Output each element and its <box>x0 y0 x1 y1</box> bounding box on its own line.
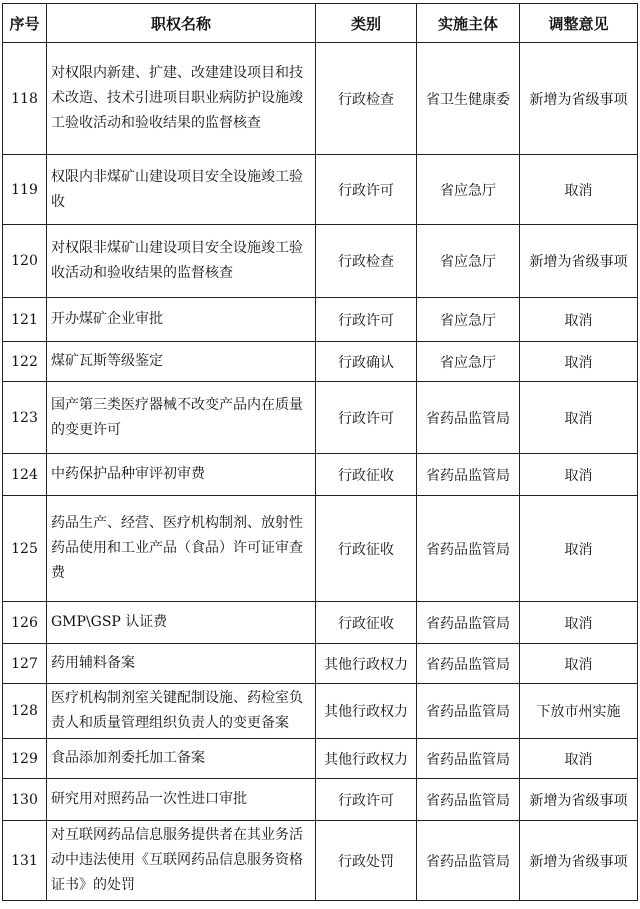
category-cell: 其他行政权力 <box>316 644 417 684</box>
table-row <box>3 496 638 602</box>
category-cell: 行政检查 <box>316 43 417 155</box>
authority-name: 药品生产、经营、医疗机构制剂、放射性药品使用和工业产品（食品）许可证审查费 <box>47 496 316 602</box>
category-cell: 行政许可 <box>316 298 417 342</box>
row-number: 131 <box>3 821 47 901</box>
category-cell: 其他行政权力 <box>316 684 417 739</box>
row-number: 129 <box>3 739 47 779</box>
opinion-cell: 下放市州实施 <box>520 684 638 739</box>
agency-cell: 省药品监管局 <box>417 684 520 739</box>
agency-cell: 省药品监管局 <box>417 739 520 779</box>
row-number: 119 <box>3 155 47 225</box>
opinion-cell: 取消 <box>520 496 638 602</box>
authority-name: 国产第三类医疗器械不改变产品内在质量的变更许可 <box>47 382 316 454</box>
agency-cell: 省药品监管局 <box>417 644 520 684</box>
table-row <box>3 225 638 298</box>
row-number: 127 <box>3 644 47 684</box>
header-row <box>3 4 638 43</box>
authority-name: 对互联网药品信息服务提供者在其业务活动中违法使用《互联网药品信息服务资格证书》的处罚 <box>47 821 316 901</box>
header-opinion: 调整意见 <box>520 4 638 43</box>
category-cell: 行政征收 <box>316 454 417 496</box>
opinion-cell: 新增为省级事项 <box>520 779 638 821</box>
category-cell: 行政确认 <box>316 342 417 382</box>
agency-cell: 省药品监管局 <box>417 779 520 821</box>
opinion-cell: 取消 <box>520 298 638 342</box>
row-number: 120 <box>3 225 47 298</box>
opinion-cell: 新增为省级事项 <box>520 43 638 155</box>
authority-name: 权限内非煤矿山建设项目安全设施竣工验收 <box>47 155 316 225</box>
authority-name: 研究用对照药品一次性进口审批 <box>47 779 316 821</box>
opinion-cell: 取消 <box>520 739 638 779</box>
row-number: 126 <box>3 602 47 644</box>
agency-cell: 省应急厅 <box>417 342 520 382</box>
header-name: 职权名称 <box>47 4 316 43</box>
agency-cell: 省应急厅 <box>417 298 520 342</box>
agency-cell: 省药品监管局 <box>417 382 520 454</box>
authority-name: 医疗机构制剂室关键配制设施、药检室负责人和质量管理组织负责人的变更备案 <box>47 684 316 739</box>
table-row <box>3 739 638 779</box>
header-seq: 序号 <box>3 4 47 43</box>
opinion-cell: 取消 <box>520 644 638 684</box>
authority-name: 煤矿瓦斯等级鉴定 <box>47 342 316 382</box>
row-number: 121 <box>3 298 47 342</box>
category-cell: 行政检查 <box>316 225 417 298</box>
opinion-cell: 取消 <box>520 602 638 644</box>
agency-cell: 省药品监管局 <box>417 821 520 901</box>
header-agency: 实施主体 <box>417 4 520 43</box>
agency-cell: 省应急厅 <box>417 225 520 298</box>
category-cell: 行政许可 <box>316 155 417 225</box>
authority-name: 中药保护品种审评初审费 <box>47 454 316 496</box>
table-row <box>3 342 638 382</box>
opinion-cell: 新增为省级事项 <box>520 821 638 901</box>
category-cell: 行政许可 <box>316 779 417 821</box>
agency-cell: 省药品监管局 <box>417 602 520 644</box>
header-category: 类别 <box>316 4 417 43</box>
authority-name: 食品添加剂委托加工备案 <box>47 739 316 779</box>
agency-cell: 省药品监管局 <box>417 496 520 602</box>
table-row <box>3 155 638 225</box>
category-cell: 其他行政权力 <box>316 739 417 779</box>
row-number: 123 <box>3 382 47 454</box>
table-row <box>3 382 638 454</box>
opinion-cell: 取消 <box>520 342 638 382</box>
table-row <box>3 779 638 821</box>
category-cell: 行政征收 <box>316 602 417 644</box>
category-cell: 行政征收 <box>316 496 417 602</box>
row-number: 128 <box>3 684 47 739</box>
table-row <box>3 43 638 155</box>
agency-cell: 省卫生健康委 <box>417 43 520 155</box>
authority-name: 对权限非煤矿山建设项目安全设施竣工验收活动和验收结果的监督核查 <box>47 225 316 298</box>
row-number: 118 <box>3 43 47 155</box>
table-row <box>3 454 638 496</box>
agency-cell: 省应急厅 <box>417 155 520 225</box>
table-row <box>3 684 638 739</box>
row-number: 125 <box>3 496 47 602</box>
row-number: 124 <box>3 454 47 496</box>
agency-cell: 省药品监管局 <box>417 454 520 496</box>
authority-name: 药用辅料备案 <box>47 644 316 684</box>
opinion-cell: 新增为省级事项 <box>520 225 638 298</box>
opinion-cell: 取消 <box>520 454 638 496</box>
authority-name: 对权限内新建、扩建、改建建设项目和技术改造、技术引进项目职业病防护设施竣工验收活动和验收结果的监督核查 <box>47 43 316 155</box>
authority-name: GMP\GSP 认证费 <box>47 602 316 644</box>
table-row <box>3 821 638 901</box>
authority-name: 开办煤矿企业审批 <box>47 298 316 342</box>
table-row <box>3 298 638 342</box>
authority-table <box>2 3 638 901</box>
opinion-cell: 取消 <box>520 155 638 225</box>
row-number: 130 <box>3 779 47 821</box>
row-number: 122 <box>3 342 47 382</box>
table-row <box>3 602 638 644</box>
category-cell: 行政许可 <box>316 382 417 454</box>
category-cell: 行政处罚 <box>316 821 417 901</box>
opinion-cell: 取消 <box>520 382 638 454</box>
table-row <box>3 644 638 684</box>
